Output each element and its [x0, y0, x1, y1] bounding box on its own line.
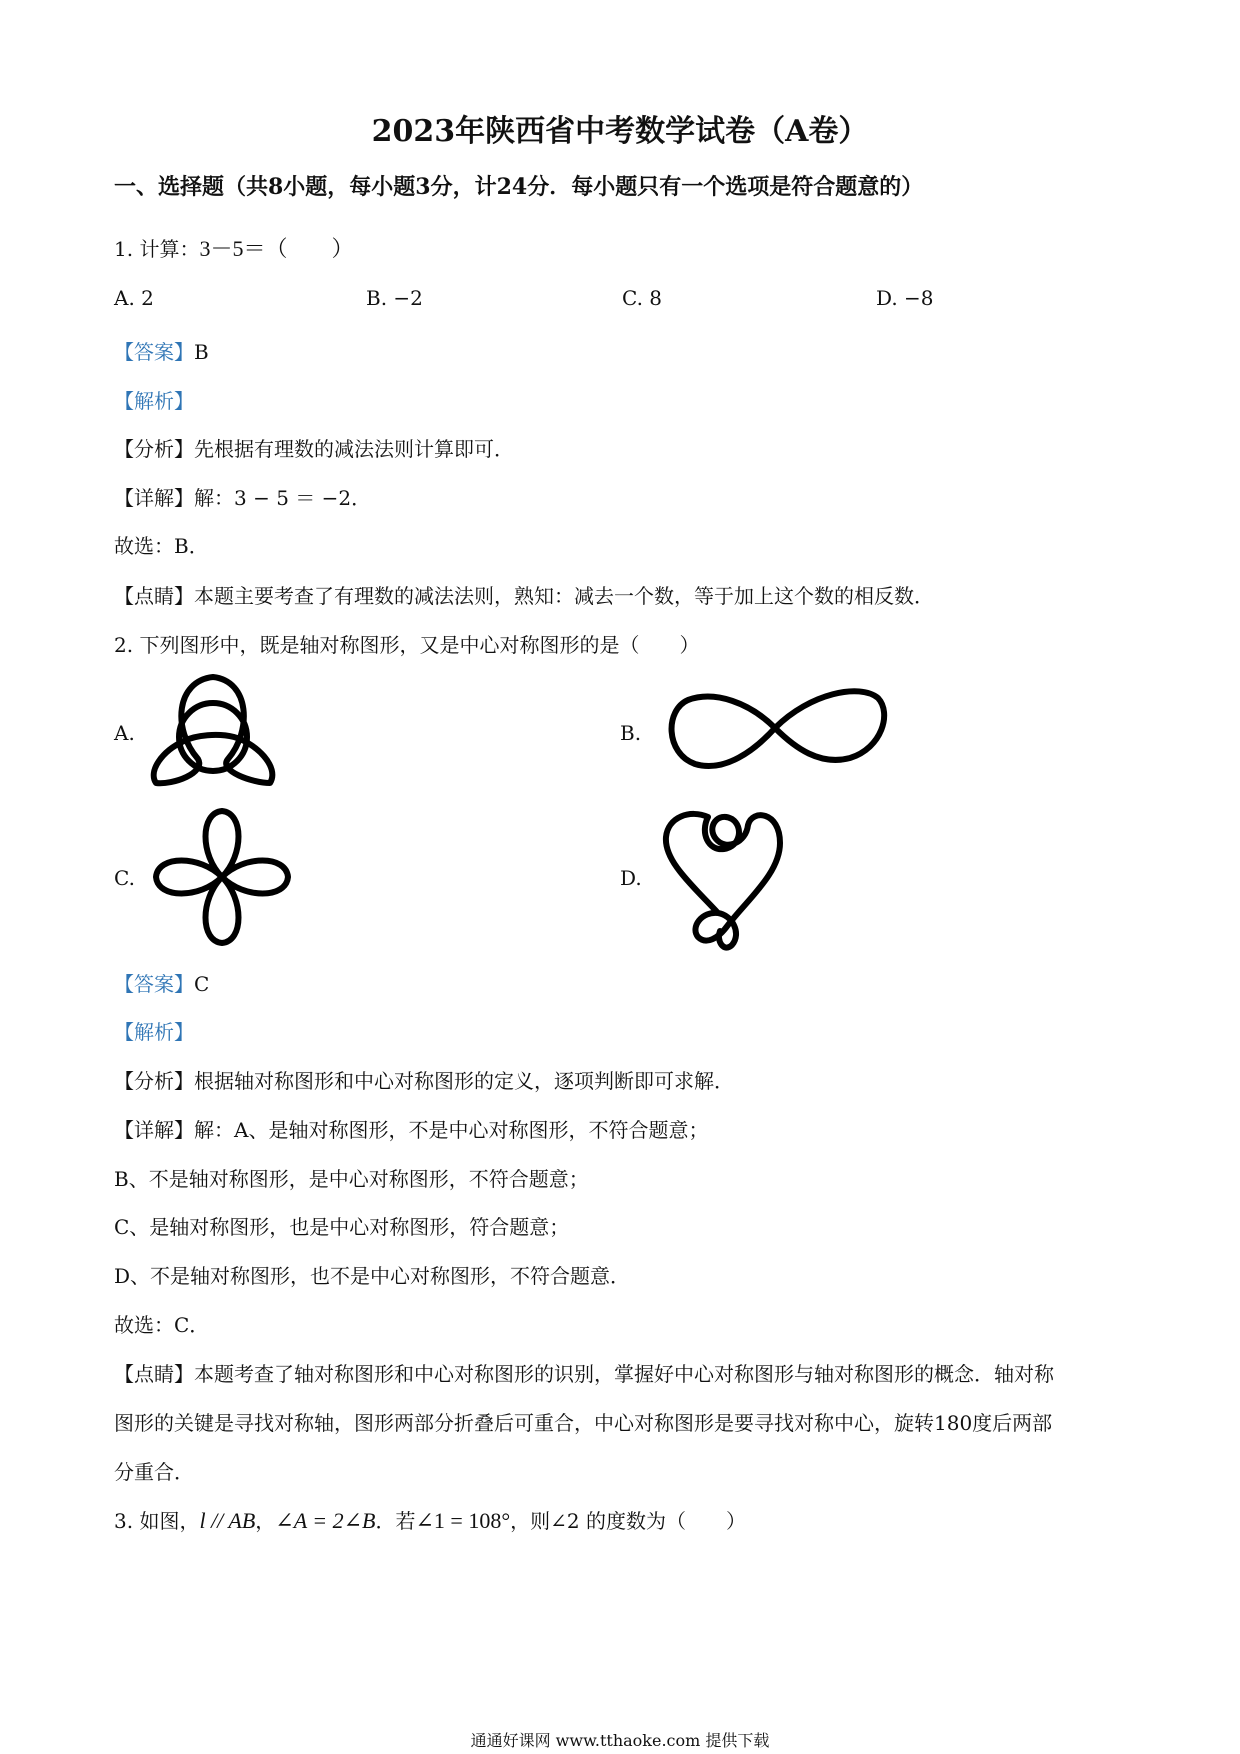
q2-option-a-label: A. [114, 721, 135, 745]
q2-line-b: B、不是轴对称图形，是中心对称图形，不符合题意； [114, 1167, 589, 1191]
fenxi-tag: 【分析】 [114, 1069, 194, 1093]
q2-comment [114, 1358, 1054, 1387]
q2-line-d: D、不是轴对称图形，也不是中心对称图形，不符合题意． [114, 1264, 631, 1288]
footer-source: 通通好课网 www.tthaoke.com 提供下载 [470, 1731, 770, 1750]
q2-comment-cont-1: 图形的关键是寻找对称轴，图形两部分折叠后可重合，中心对称图形是要寻找对称中心，旋转180度后两部 [114, 1411, 1053, 1435]
q3-parallel: l // AB [199, 1508, 256, 1533]
q1-choose: 故选：B． [114, 534, 209, 558]
q1-option-c: C. 8 [622, 286, 663, 310]
q1-comment [114, 580, 934, 609]
q3-sep: ， [255, 1509, 276, 1533]
q2-detail [114, 1114, 708, 1143]
comment-text: 本题主要考查了有理数的减法法则，熟知：减去一个数，等于加上这个数的相反数． [194, 584, 934, 608]
q3-suffix: ，则∠2 的度数为（ ） [510, 1509, 746, 1533]
section-heading: 一、选择题（共8小题，每小题3分，计24分．每小题只有一个选项是符合题意的） [114, 174, 924, 200]
q2-fenxi [114, 1065, 734, 1094]
curly-knot-icon [660, 803, 785, 953]
detail-text: 解：3 − 5 ＝ −2． [194, 486, 372, 510]
comment-tag: 【点睛】 [114, 584, 194, 608]
four-leaf-loop-icon [150, 805, 295, 950]
q3-angle1: ∠1 = 108° [415, 1508, 511, 1533]
answer-tag: 【答案】 [114, 340, 194, 364]
q1-expression: 3－5＝（ ） [199, 236, 354, 261]
answer-value: C [194, 972, 210, 996]
detail-tag: 【详解】 [114, 486, 194, 510]
q1-stem [114, 232, 353, 263]
q2-stem: 2. 下列图形中，既是轴对称图形，又是中心对称图形的是（ ） [114, 633, 700, 657]
q1-detail [114, 482, 371, 511]
q1-option-a: A. 2 [114, 286, 154, 310]
q3-prefix: 3. 如图， [114, 1509, 200, 1533]
q2-answer [114, 968, 209, 997]
q2-line-c: C、是轴对称图形，也是中心对称图形，符合题意； [114, 1215, 570, 1239]
comment-tag: 【点睛】 [114, 1362, 194, 1386]
q3-mid: ．若 [375, 1509, 416, 1533]
q2-choose: 故选：C． [114, 1313, 210, 1337]
q2-option-d-label: D. [620, 866, 642, 890]
q1-option-d: D. −8 [876, 286, 934, 310]
comment-text: 本题考查了轴对称图形和中心对称图形的识别，掌握好中心对称图形与轴对称图形的概念．轴对称 [194, 1362, 1054, 1386]
fenxi-tag: 【分析】 [114, 437, 194, 461]
fenxi-text: 先根据有理数的减法法则计算即可． [194, 437, 514, 461]
q2-comment-cont-2: 分重合． [114, 1460, 194, 1484]
q1-fenxi [114, 433, 514, 462]
q3-stem [114, 1505, 746, 1534]
detail-text: 解：A、是轴对称图形，不是中心对称图形，不符合题意； [194, 1118, 709, 1142]
infinity-icon [660, 678, 890, 778]
q2-analysis-tag: 【解析】 [114, 1020, 194, 1044]
trefoil-knot-icon [148, 671, 278, 796]
q1-option-b: B. −2 [366, 286, 423, 310]
q3-angle-relation: ∠A = 2∠B [275, 1508, 376, 1533]
answer-value: B [194, 340, 209, 364]
q1-answer [114, 336, 209, 365]
fenxi-text: 根据轴对称图形和中心对称图形的定义，逐项判断即可求解． [194, 1069, 734, 1093]
q2-option-b-label: B. [620, 721, 642, 745]
answer-tag: 【答案】 [114, 972, 194, 996]
detail-tag: 【详解】 [114, 1118, 194, 1142]
q2-option-c-label: C. [114, 866, 135, 890]
q1-number: 1. 计算： [114, 237, 200, 261]
page-title: 2023年陕西省中考数学试卷（A卷） [371, 114, 869, 149]
q1-analysis-tag: 【解析】 [114, 389, 194, 413]
